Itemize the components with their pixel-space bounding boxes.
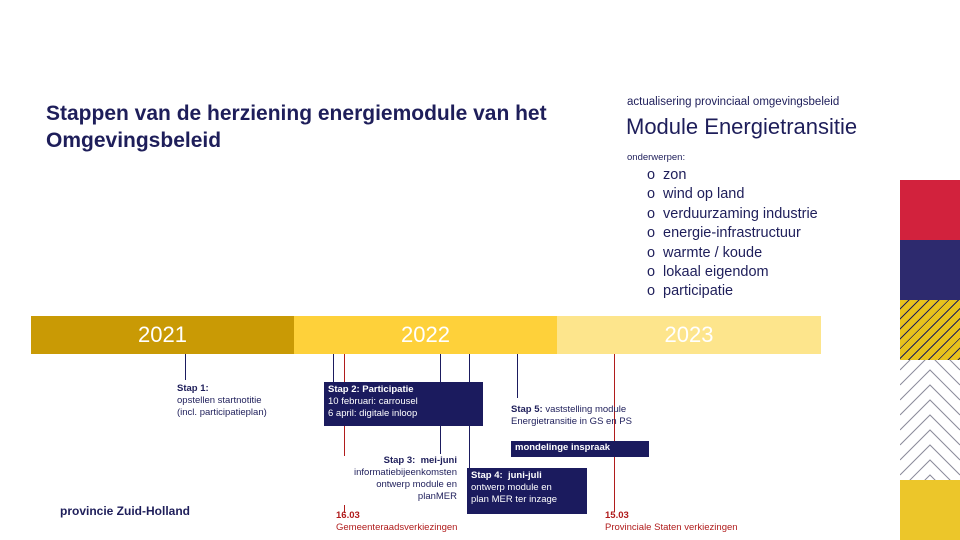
bullet-icon: o [647,167,656,183]
event-provinciale-staten: 15.03 Provinciale Staten verkiezingen [605,510,738,533]
decor-yellow-block [900,480,960,540]
step4-box: Stap 4: juni-juli ontwerp module en plan MER ter inzage [467,468,587,514]
year-2023: 2023 [557,316,821,354]
topics-list [647,166,818,302]
list-item: o wind op land [647,185,818,204]
bullet-icon: o [647,186,656,203]
decor-red-block [900,180,960,240]
list-item: o participatie [647,282,818,301]
bullet-icon: o [647,225,656,242]
bullet-icon: o [647,264,656,281]
list-item: o lokaal eigendom [647,263,818,282]
page-title: Stappen van de herziening energiemodule van het Omgevingsbeleid [46,102,547,152]
step1-label: Stap 1: opstellen startnotitie (incl. participatieplan) [177,383,267,418]
year-2022: 2022 [294,316,557,354]
step5-note-box: mondelinge inspraak [511,441,649,457]
bullet-icon: o [647,283,656,300]
list-item: o warmte / koude [647,244,818,263]
event-gemeenteraad: 16.03 Gemeenteraadsverkiezingen [336,510,458,533]
decor-yellow-hatch [900,300,960,360]
step1-connector [185,354,186,380]
logo-text: provincie Zuid-Holland [60,504,191,518]
bullet-icon: o [647,244,656,261]
topics-label: onderwerpen: [627,152,686,163]
decor-chevron-pattern [900,360,960,480]
list-item: o zon [647,166,818,185]
step5-connector [517,354,518,398]
step3-label: Stap 3: mei-juni informatiebijeenkomsten ontwerp module en planMER [354,455,457,502]
list-item: o verduurzaming industrie [647,205,818,224]
decor-navy-block [900,240,960,300]
step2-box: Stap 2: Participatie 10 februari: carrousel 6 april: digitale inloop [324,382,483,426]
subtitle: actualisering provinciaal omgevingsbeleid [627,96,840,108]
step5-label: Stap 5: vaststelling module Energietransitie in GS en PS [511,404,632,427]
list-item: o energie-infrastructuur [647,224,818,243]
year-2021: 2021 [31,316,294,354]
bullet-icon: o [647,205,656,222]
event2-connector [614,354,615,512]
module-title: Module Energietransitie [626,114,858,139]
step2-connector [333,354,334,382]
